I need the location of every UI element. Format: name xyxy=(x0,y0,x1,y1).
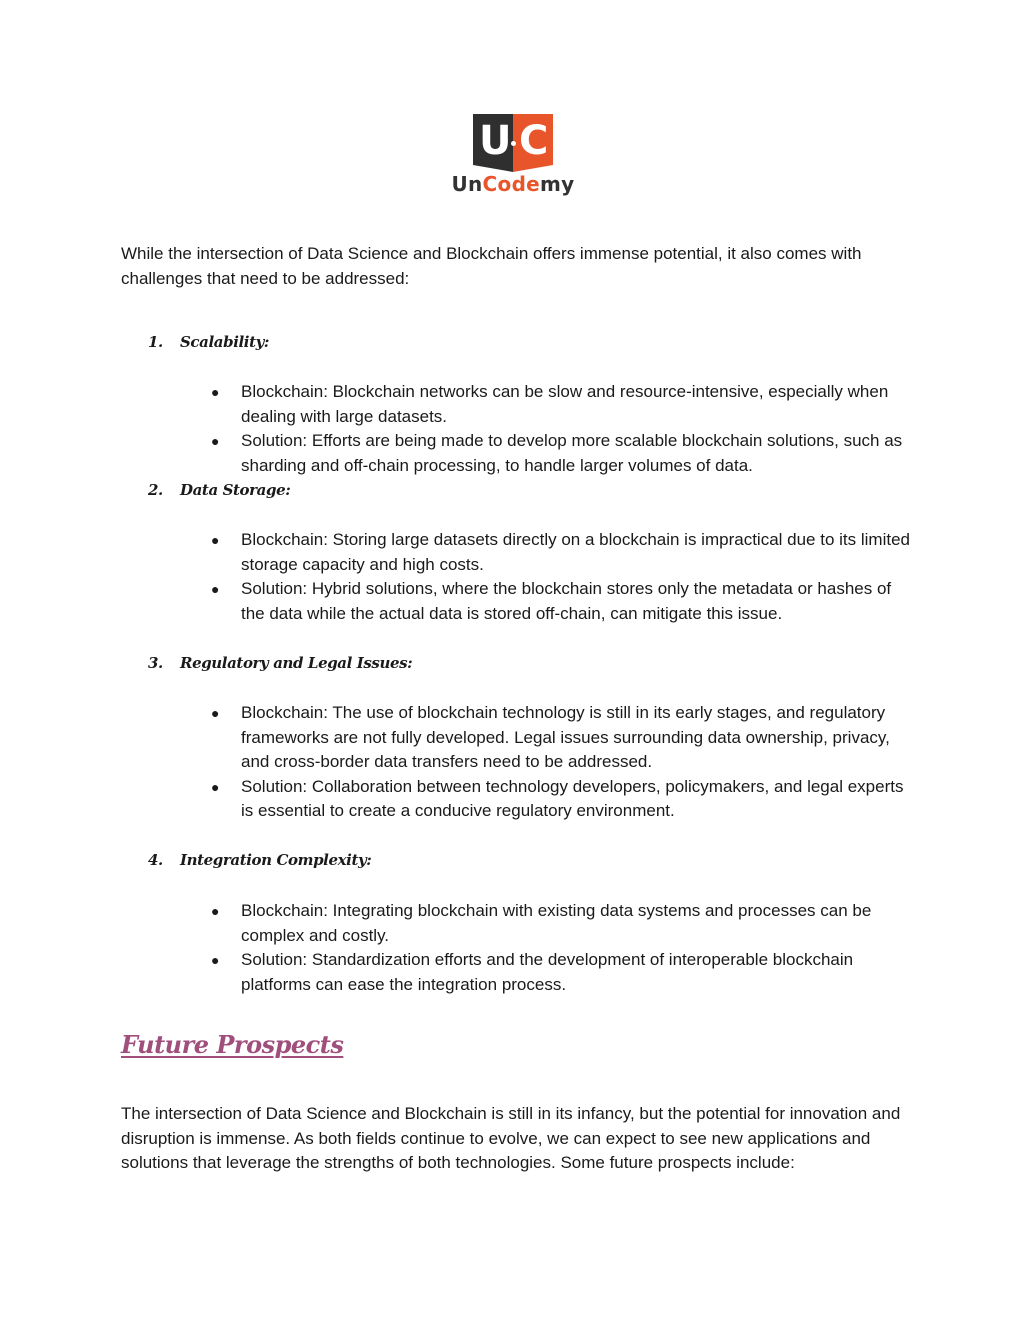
challenge-heading-1: 1. Scalability: xyxy=(148,333,270,351)
future-prospects-paragraph: The intersection of Data Science and Blockchain is still in its infancy, but the potential for innovation and disruption is immense. As both fields continue to evolve, we can expect to see new applications and solutions that leverage the strengths of both technologies. Some future prospects include: xyxy=(121,1104,901,1172)
bullet-icon: ● xyxy=(211,952,220,968)
logo-letter-u: U xyxy=(479,118,512,164)
list-item: ● Solution: Standardization efforts and the development of interoperable blockchain platforms can ease the integration process. xyxy=(211,950,854,994)
future-prospects-heading: Future Prospects xyxy=(121,1030,344,1059)
challenge-3-bullets xyxy=(211,701,911,824)
bullet-icon: ● xyxy=(211,903,220,919)
challenge-2-bullets xyxy=(211,528,911,626)
list-item: ● Blockchain: Integrating blockchain with existing data systems and processes can be complex and costly. xyxy=(211,901,872,945)
intro-paragraph: While the intersection of Data Science and Blockchain offers immense potential, it also comes with challenges that need to be addressed: xyxy=(121,244,862,288)
list-item: ● Solution: Collaboration between technology developers, policymakers, and legal experts is essential to create a conducive regulatory environment. xyxy=(211,776,904,820)
logo-wordmark: UnCodemy xyxy=(451,172,575,196)
list-item: ● Blockchain: Storing large datasets directly on a blockchain is impractical due to its limited storage capacity and high costs. xyxy=(211,530,910,574)
challenge-heading-4: 4. Integration Complexity: xyxy=(148,851,372,869)
list-item: ● Solution: Hybrid solutions, where the blockchain stores only the metadata or hashes of the data while the actual data is stored off-chain, can mitigate this issue. xyxy=(211,579,892,623)
uncodemy-logo xyxy=(446,112,580,202)
challenge-heading-2: 2. Data Storage: xyxy=(148,481,291,499)
challenge-1-bullets xyxy=(211,380,911,478)
challenge-4-bullets xyxy=(211,899,911,997)
bullet-icon: ● xyxy=(211,581,220,597)
bullet-icon: ● xyxy=(211,778,220,795)
bullet-icon: ● xyxy=(211,532,220,548)
logo-letter-c: C xyxy=(519,118,549,164)
logo-mark xyxy=(473,114,553,172)
challenge-heading-3: 3. Regulatory and Legal Issues: xyxy=(148,654,413,672)
list-item: ● Solution: Efforts are being made to develop more scalable blockchain solutions, such as sharding and off-chain processing, to handle larger volumes of data. xyxy=(211,431,903,475)
bullet-icon: ● xyxy=(211,705,220,721)
bullet-icon: ● xyxy=(211,433,220,449)
list-item: ● Blockchain: Blockchain networks can be slow and resource-intensive, especially when dealing with large datasets. xyxy=(211,382,889,426)
list-item: ● Blockchain: The use of blockchain technology is still in its early stages, and regulatory frameworks are not fully developed. Legal issues surrounding data ownership, privacy, and cross-border data transfers need to be addressed. xyxy=(211,703,890,771)
bullet-icon: ● xyxy=(211,384,220,400)
